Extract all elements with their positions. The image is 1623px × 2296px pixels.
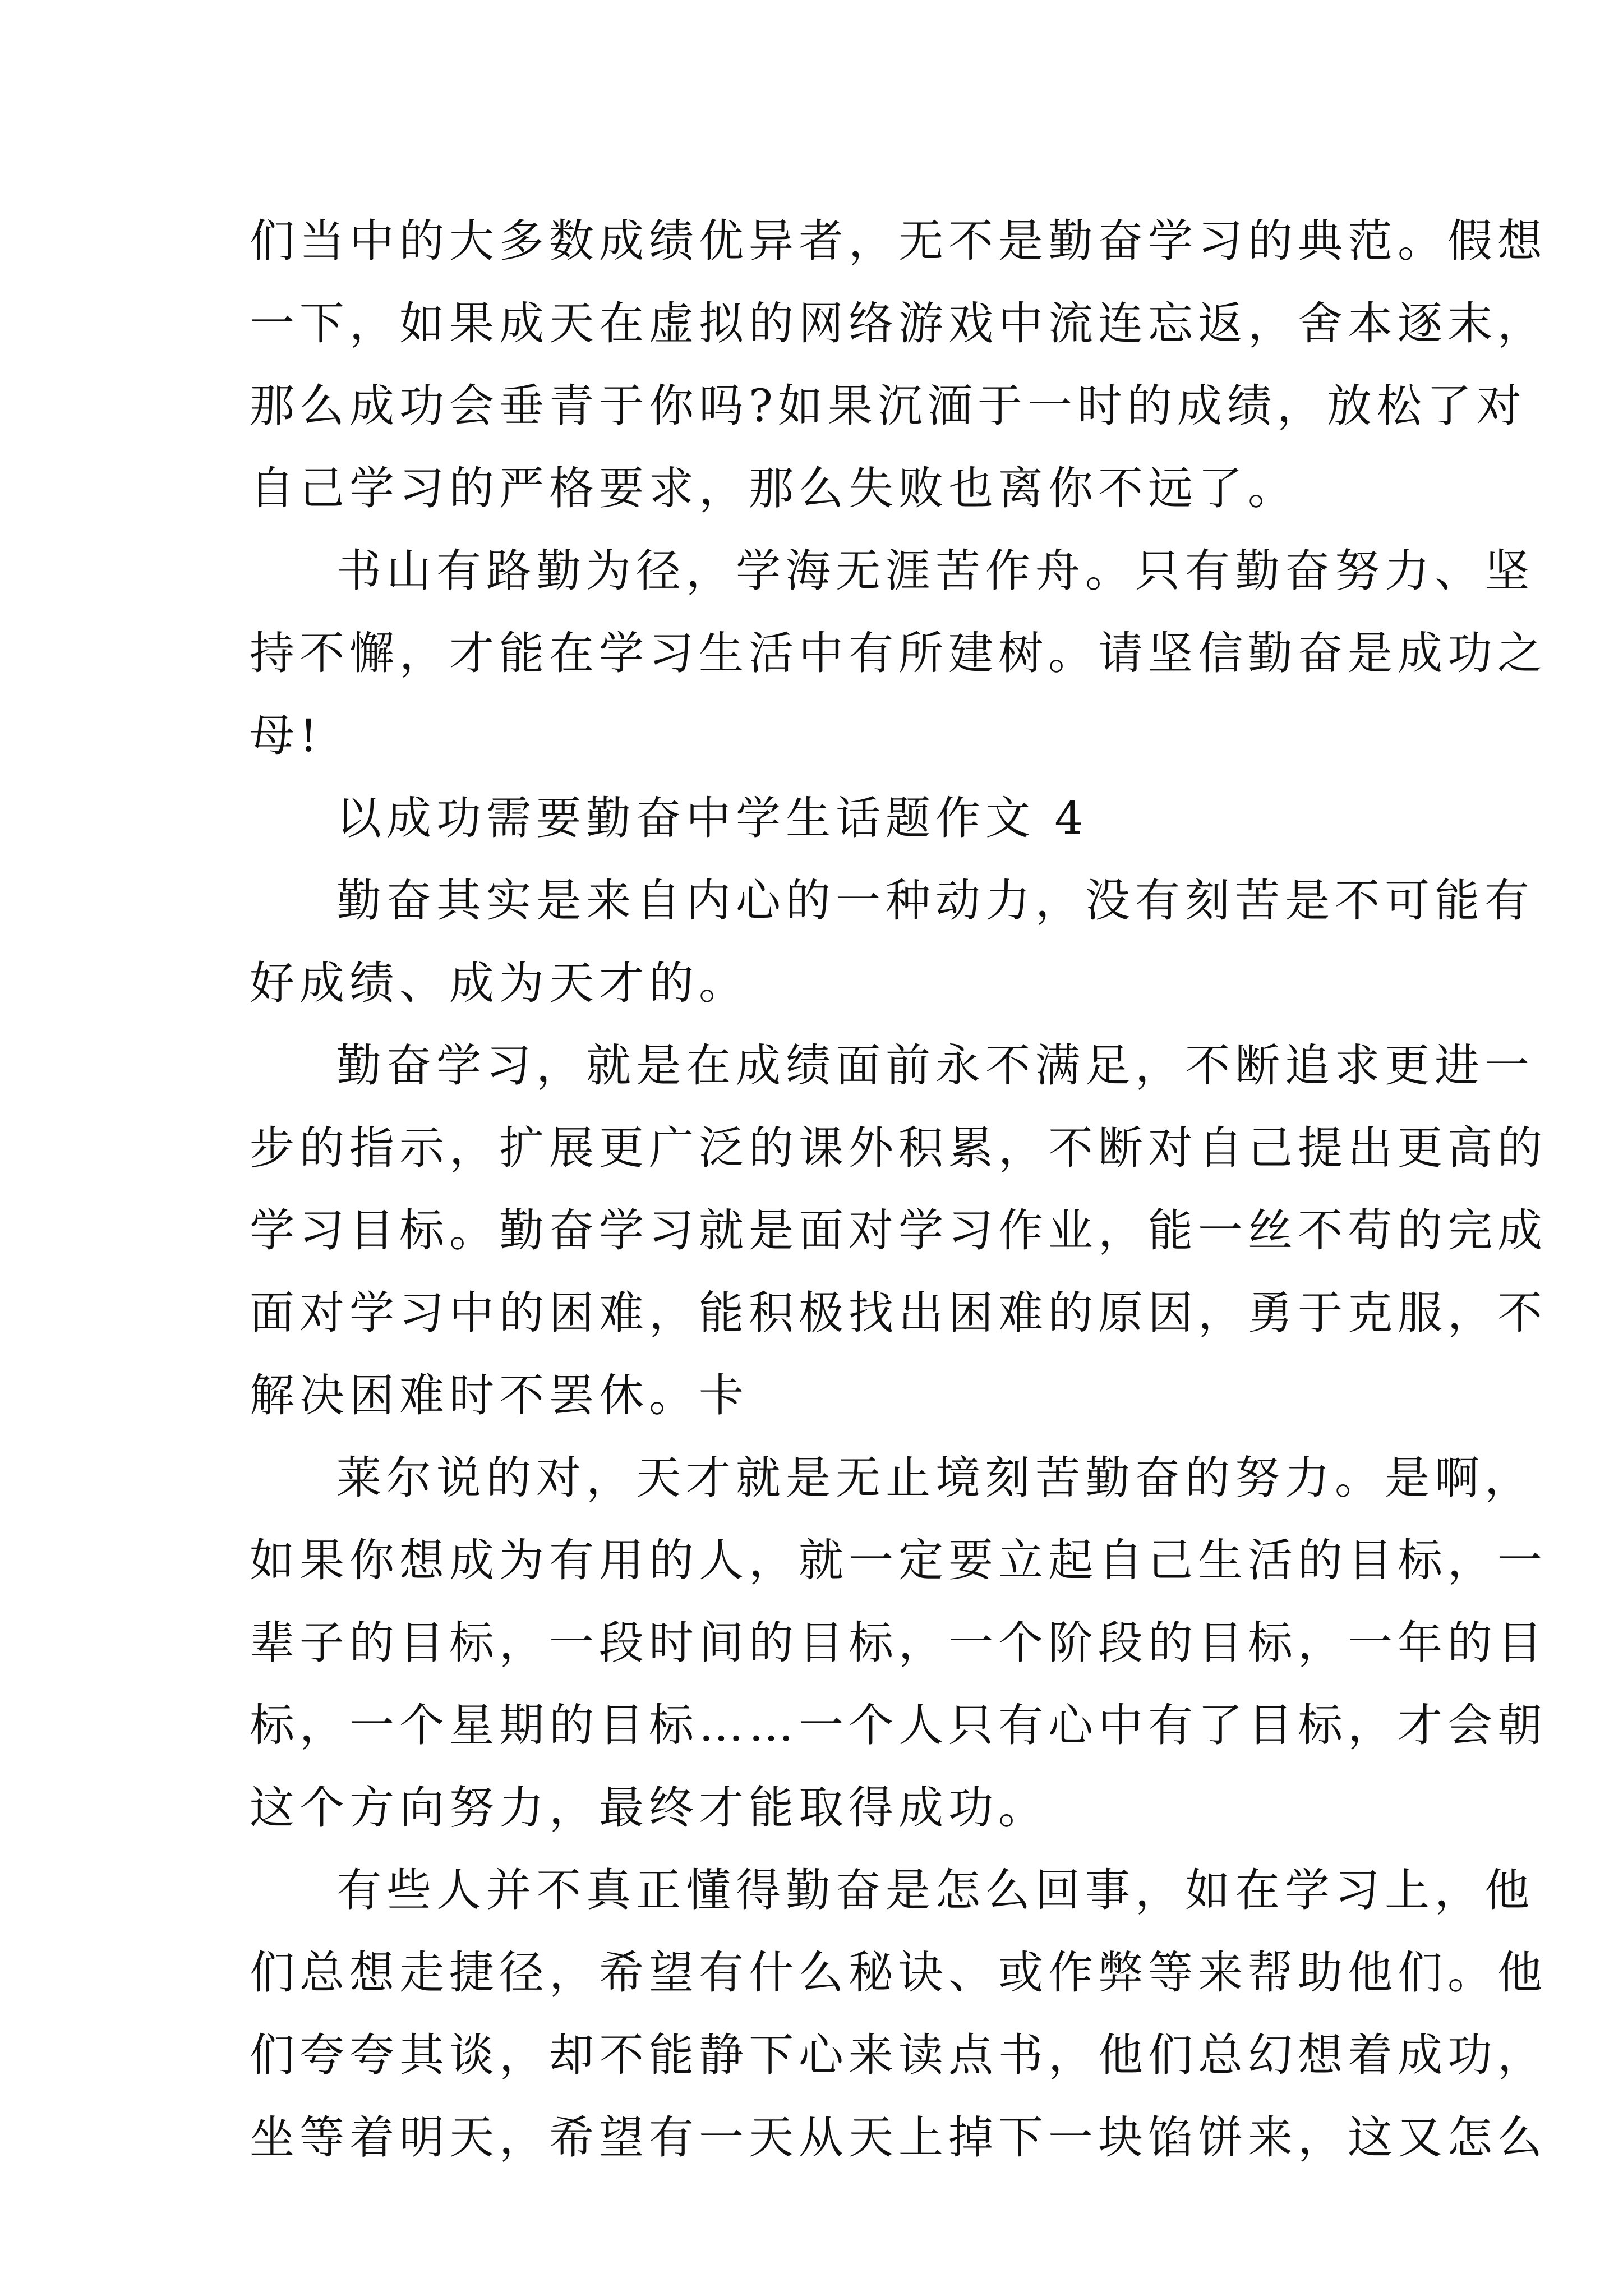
section-title: 以成功需要勤奋中学生话题作文 4	[336, 792, 1089, 844]
text-line-1: 们当中的大多数成绩优异者，无不是勤奋学习的典范。假想	[250, 215, 1547, 267]
text-line-7: 母!	[250, 710, 323, 762]
text-line-9: 勤奋其实是来自内心的一种动力，没有刻苦是不可能有	[336, 875, 1534, 927]
text-line-18: 辈子的目标，一段时间的目标，一个阶段的目标，一年的目	[250, 1617, 1547, 1669]
text-line-24: 坐等着明天，希望有一天从天上掉下一块馅饼来，这又怎么	[250, 2111, 1547, 2164]
text-line-21: 有些人并不真正懂得勤奋是怎么回事，如在学习上，他	[336, 1864, 1534, 1916]
text-line-11: 勤奋学习，就是在成绩面前永不满足，不断追求更进一	[336, 1039, 1534, 1092]
text-line-19: 标，一个星期的目标……一个人只有心中有了目标，才会朝	[250, 1699, 1547, 1751]
text-line-16: 莱尔说的对，天才就是无止境刻苦勤奋的努力。是啊，	[336, 1452, 1534, 1504]
text-line-4: 自己学习的严格要求，那么失败也离你不远了。	[250, 462, 1298, 514]
text-line-17: 如果你想成为有用的人，就一定要立起自己生活的目标，一	[250, 1534, 1547, 1586]
text-line-3: 那么成功会垂青于你吗?如果沉湎于一时的成绩，放松了对	[250, 380, 1527, 432]
text-line-10: 好成绩、成为天才的。	[250, 957, 749, 1009]
text-line-6: 持不懈，才能在学习生活中有所建树。请坚信勤奋是成功之	[250, 627, 1547, 679]
text-line-15: 解决困难时不罢休。卡	[250, 1369, 749, 1421]
text-line-22: 们总想走捷径，希望有什么秘诀、或作弊等来帮助他们。他	[250, 1947, 1547, 1999]
text-line-13: 学习目标。勤奋学习就是面对学习作业，能一丝不苟的完成	[250, 1204, 1547, 1257]
text-line-12: 步的指示，扩展更广泛的课外积累，不断对自己提出更高的	[250, 1122, 1547, 1174]
text-line-14: 面对学习中的困难，能积极找出困难的原因，勇于克服，不	[250, 1287, 1547, 1339]
text-line-23: 们夸夸其谈，却不能静下心来读点书，他们总幻想着成功，	[250, 2029, 1547, 2081]
text-line-2: 一下，如果成天在虚拟的网络游戏中流连忘返，舍本逐末，	[250, 297, 1547, 349]
text-line-5: 书山有路勤为径，学海无涯苦作舟。只有勤奋努力、坚	[336, 545, 1534, 597]
text-line-20: 这个方向努力，最终才能取得成功。	[250, 1782, 1048, 1834]
